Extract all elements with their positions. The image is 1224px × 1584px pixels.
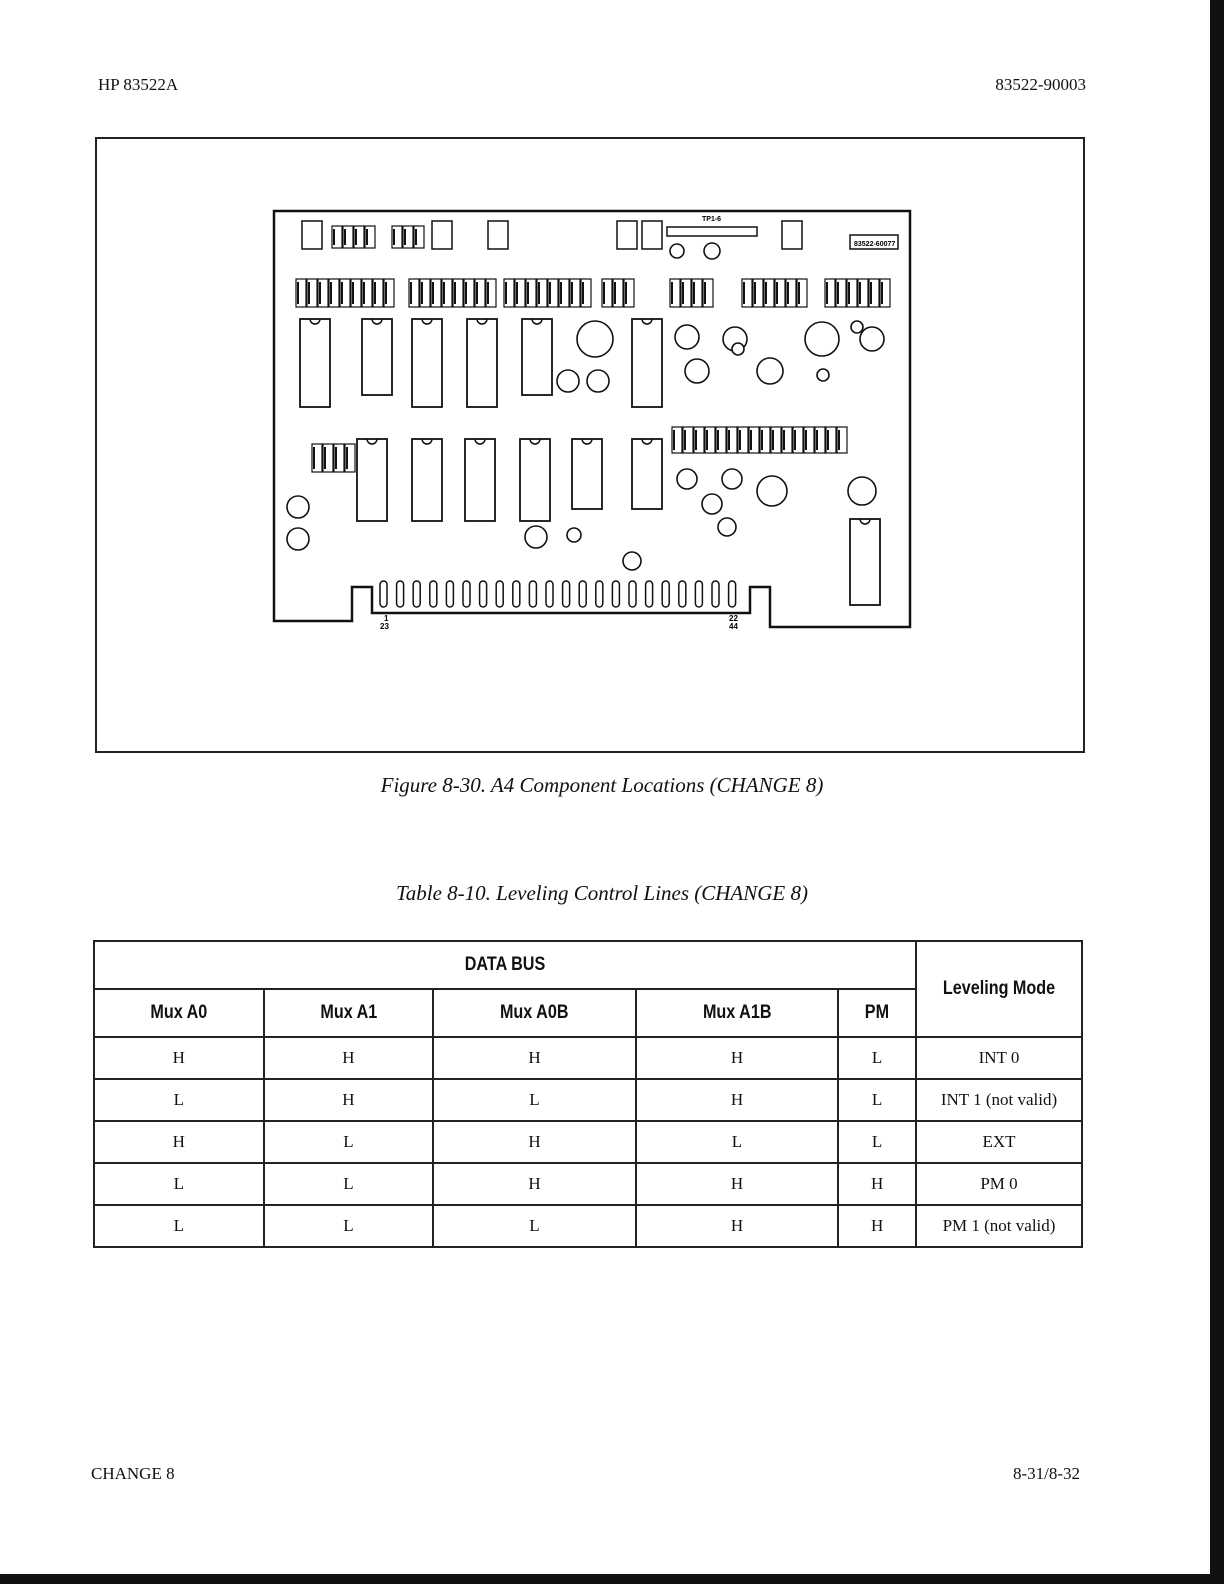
table-row [94, 1121, 1082, 1163]
ic-body [572, 439, 602, 509]
connector-pin [463, 581, 470, 607]
footer-change: CHANGE 8 [91, 1464, 175, 1483]
round-component [848, 477, 876, 505]
table-row [94, 1163, 1082, 1205]
connector-pin [646, 581, 653, 607]
mode-cell: EXT [916, 1121, 1082, 1163]
ic-chips [300, 319, 880, 605]
connector-pin [430, 581, 437, 607]
table-caption: Table 8-10. Leveling Control Lines (CHANGE 8) [395, 881, 809, 905]
table-cell: L [433, 1079, 635, 1121]
table-row [94, 1037, 1082, 1079]
ic-body [467, 319, 497, 407]
table-cell: H [264, 1037, 434, 1079]
table-cell: H [636, 1163, 838, 1205]
table-cell: L [838, 1121, 916, 1163]
top-component [642, 221, 662, 249]
round-component [851, 321, 863, 333]
connector-pin [446, 581, 453, 607]
table-cell: L [94, 1163, 264, 1205]
scan-edge-bottom [0, 1574, 1224, 1584]
connector-pin [380, 581, 387, 607]
round-component [677, 469, 697, 489]
round-component [805, 322, 839, 356]
mode-cell: INT 0 [916, 1037, 1082, 1079]
round-component [577, 321, 613, 357]
table-cell: L [264, 1121, 434, 1163]
footer-page: 8-31/8-32 [1012, 1464, 1080, 1483]
header-part-number: 83522-90003 [995, 75, 1086, 94]
connector-pin [629, 581, 636, 607]
tp-strip [667, 227, 757, 236]
board-outline [274, 211, 910, 627]
data-bus-header: DATA BUS [156, 941, 855, 989]
connector-pin [612, 581, 619, 607]
connector-pin [413, 581, 420, 607]
connector-pin [529, 581, 536, 607]
round-component [757, 358, 783, 384]
pin-23-label: 23 [380, 622, 389, 629]
table-cell: L [264, 1205, 434, 1247]
board-id-label: 83522-60077 [854, 241, 896, 248]
table-cell: L [94, 1079, 264, 1121]
header-model: HP 83522A [98, 75, 179, 94]
mode-cell: PM 1 (not valid) [916, 1205, 1082, 1247]
table-cell: H [636, 1079, 838, 1121]
col-header: Mux A0 [107, 989, 251, 1037]
top-component [617, 221, 637, 249]
connector-pin [662, 581, 669, 607]
ic-body [465, 439, 495, 521]
pcb-diagram [272, 209, 912, 629]
table-cell: H [264, 1079, 434, 1121]
round-component [587, 370, 609, 392]
connector-pin [496, 581, 503, 607]
ic-body [357, 439, 387, 521]
col-header: Mux A0B [448, 989, 620, 1037]
ic-body [362, 319, 392, 395]
round-component [757, 476, 787, 506]
table-cell: H [636, 1205, 838, 1247]
figure-caption: Figure 8-30. A4 Component Locations (CHANGE 8) [380, 773, 824, 797]
round-component [567, 528, 581, 542]
ic-body [300, 319, 330, 407]
pin-1-label: 1 [384, 614, 389, 623]
ic-body [412, 319, 442, 407]
table-cell: H [94, 1037, 264, 1079]
ic-body [412, 439, 442, 521]
tp-strip-label: TP1-6 [702, 216, 722, 223]
table-cell: H [636, 1037, 838, 1079]
connector-pin [695, 581, 702, 607]
connector-pin [596, 581, 603, 607]
table-cell: L [264, 1163, 434, 1205]
col-header: Mux A1B [651, 989, 823, 1037]
table-cell: L [838, 1079, 916, 1121]
connector-pin [513, 581, 520, 607]
pin-22-label: 22 [729, 614, 738, 623]
round-component [718, 518, 736, 536]
ic-body [522, 319, 552, 395]
table-cell: H [433, 1121, 635, 1163]
round-component [623, 552, 641, 570]
table-cell: L [838, 1037, 916, 1079]
leveling-control-table [93, 940, 1083, 1248]
table-cell: H [94, 1121, 264, 1163]
connector-pin [546, 581, 553, 607]
round-component [722, 469, 742, 489]
table-cell: H [838, 1205, 916, 1247]
figure-frame [95, 137, 1085, 753]
table-cell: H [433, 1037, 635, 1079]
table-cell: L [636, 1121, 838, 1163]
ic-body [632, 439, 662, 509]
round-component [860, 327, 884, 351]
mode-cell: INT 1 (not valid) [916, 1079, 1082, 1121]
round-component [525, 526, 547, 548]
top-component [432, 221, 452, 249]
mode-cell: PM 0 [916, 1163, 1082, 1205]
table-row [94, 1205, 1082, 1247]
table-cell: L [94, 1205, 264, 1247]
table-cell: L [433, 1205, 635, 1247]
col-header: PM [844, 989, 910, 1037]
round-component [675, 325, 699, 349]
top-component [302, 221, 322, 249]
round-component [557, 370, 579, 392]
connector-pin [480, 581, 487, 607]
connector-pin [579, 581, 586, 607]
ic-body [850, 519, 880, 605]
col-header: Mux A1 [276, 989, 420, 1037]
connector-pin [729, 581, 736, 607]
top-component [782, 221, 802, 249]
top-component [488, 221, 508, 249]
round-component [685, 359, 709, 383]
round-component [670, 244, 684, 258]
round-component [704, 243, 720, 259]
connector-pin [712, 581, 719, 607]
round-component [287, 528, 309, 550]
edge-connector-pins [380, 581, 736, 607]
round-component [702, 494, 722, 514]
round-component [732, 343, 744, 355]
ic-body [520, 439, 550, 521]
connector-pin [679, 581, 686, 607]
table-cell: H [433, 1163, 635, 1205]
connector-pin [397, 581, 404, 607]
pin-44-label: 44 [729, 622, 738, 629]
ic-body [632, 319, 662, 407]
round-component [817, 369, 829, 381]
connector-pin [563, 581, 570, 607]
table-row [94, 1079, 1082, 1121]
round-component [287, 496, 309, 518]
table-cell: H [838, 1163, 916, 1205]
leveling-mode-header: Leveling Mode [928, 941, 1069, 1037]
